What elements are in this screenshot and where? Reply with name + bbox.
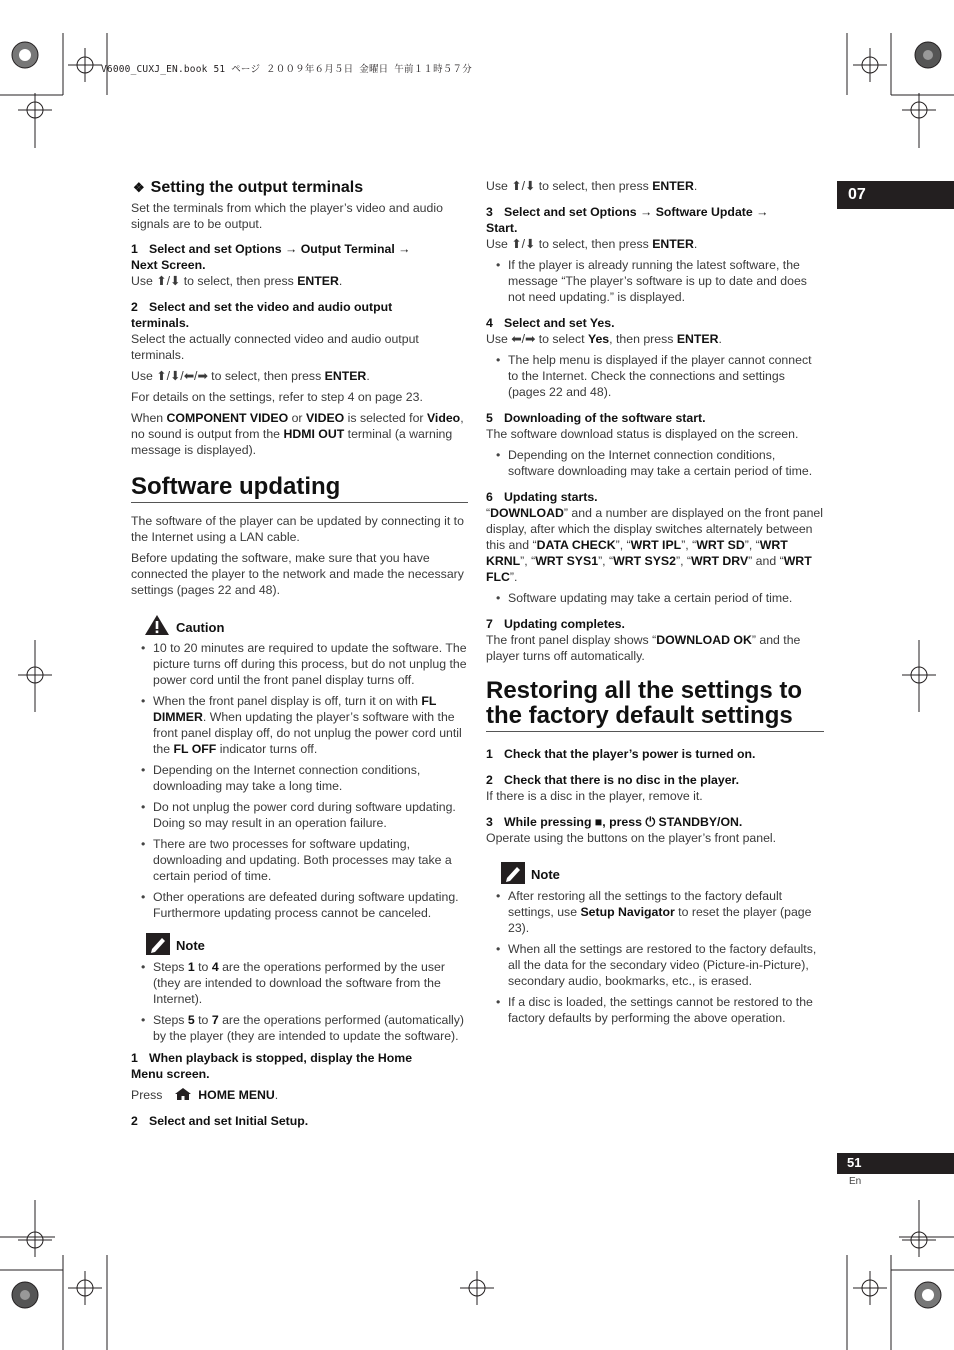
software-intro-2: Before updating the software, make sure that you have connected the player to the network and made the necessary settings (pages 22 and 48).	[131, 551, 464, 597]
step-7-text: The front panel display shows “DOWNLOAD OK” and the player turns off automatically.	[486, 633, 801, 663]
step-3-notes	[486, 257, 824, 305]
component-video-note: When COMPONENT VIDEO or VIDEO is selected for Video, no sound is output from the HDMI OUT terminal (a warning message is displayed).	[131, 411, 464, 457]
diamond-icon: ❖	[133, 180, 145, 195]
step-2-text: Select the actually connected video and audio output terminals.	[131, 332, 419, 362]
page-number: 51	[847, 1155, 862, 1170]
sw-step-2-heading: 2 Select and set Initial Setup.	[131, 1114, 309, 1128]
note-title: Note	[531, 867, 560, 882]
pencil-note-icon	[146, 933, 170, 955]
sw-step-1-text: Press HOME MENU.	[131, 1088, 279, 1102]
caution-title: Caution	[176, 620, 225, 635]
right-column	[486, 178, 824, 1031]
restore-step-3-text: Operate using the buttons on the player’s front panel.	[486, 831, 777, 845]
step-6-notes	[486, 590, 824, 606]
restore-step-3: 3 While pressing ■, press ⏻ STANDBY/ON.	[486, 815, 743, 829]
step-2-heading-cont: terminals.	[131, 316, 190, 330]
step-3-text: Use ⬆/⬇ to select, then press ENTER.	[486, 237, 698, 251]
step-2-use-cont: Use ⬆/⬇ to select, then press ENTER.	[486, 179, 698, 193]
restore-note-list	[486, 888, 824, 1026]
restore-heading: Restoring all the settings to the factory default settings	[486, 678, 824, 732]
output-intro: Set the terminals from which the player’s video and audio signals are to be output.	[131, 201, 443, 231]
note-header	[146, 933, 468, 959]
caution-item: • Other operations are defeated during software updating. Furthermore updating process cannot be canceled.	[131, 889, 468, 921]
step-6-text: “DOWNLOAD” and a number are displayed on the front panel display, after which the display switches alternately between this and “DATA CHECK”, “WRT IPL”, “WRT SD”, “WRT KRNL”, “WRT SYS1”, “WRT SYS2”, “WRT DRV” and “WRT FLC”.	[486, 506, 823, 584]
home-icon	[174, 1087, 192, 1101]
software-intro-1: The software of the player can be updated by connecting it to the Internet using a LAN cable.	[131, 514, 464, 544]
step-5-notes	[486, 447, 824, 479]
output-terminals-heading: ❖ Setting the output terminals	[133, 179, 364, 196]
caution-header	[144, 614, 468, 640]
step-4-bullet: • The help menu is displayed if the player cannot connect to the Internet. Check the connections and settings (pages 22 and 48).	[486, 352, 824, 400]
step-5-text: The software download status is displayed on the screen.	[486, 427, 799, 441]
step-4-heading: 4 Select and set Yes.	[486, 316, 615, 330]
step-3-bullet: • If the player is already running the latest software, the message “The player’s software is up to date and does not need updating.” is displayed.	[486, 257, 824, 305]
caution-item: • When the front panel display is off, turn it on with FL DIMMER. When updating the player’s software with the front panel display off, do not unplug the power cord until the FL OFF indicator turns off.	[131, 693, 468, 757]
step-4-notes	[486, 352, 824, 400]
note-list	[131, 959, 468, 1044]
step-6-heading: 6 Updating starts.	[486, 490, 598, 504]
pencil-note-icon	[501, 862, 525, 884]
caution-list	[131, 640, 468, 921]
step-1-text: Use ⬆/⬇ to select, then press ENTER.	[131, 274, 343, 288]
software-updating-heading: Software updating	[131, 474, 468, 503]
left-column	[131, 178, 468, 1129]
page-number-tab	[837, 1153, 954, 1174]
note-item: • Steps 1 to 4 are the operations performed by the user (they are intended to download the software from the Internet).	[131, 959, 468, 1007]
note-header	[501, 862, 824, 888]
caution-item: • 10 to 20 minutes are required to update the software. The picture turns off during this process, but do not unplug the power cord until the front panel display turns off.	[131, 640, 468, 688]
note-item: • When all the settings are restored to the factory defaults, all the data for the secondary video (Picture-in-Picture), secondary audio, bookmarks, etc., is erased.	[486, 941, 824, 989]
warning-triangle-icon	[144, 614, 170, 636]
step-5-bullet: • Depending on the Internet connection conditions, software downloading may take a certain period of time.	[486, 447, 824, 479]
note-title: Note	[176, 938, 205, 953]
step-3-heading-cont: Start.	[486, 221, 518, 235]
step-1-heading-cont: Next Screen.	[131, 258, 206, 272]
caution-item: • There are two processes for software updating, downloading and updating. Both processes may take a certain period of time.	[131, 836, 468, 884]
print-header: V6000_CUXJ_EN.book 51 ページ ２００９年６月５日 金曜日 午前１１時５７分	[101, 64, 472, 75]
step-5-heading: 5 Downloading of the software start.	[486, 411, 706, 425]
step-2-heading: 2 Select and set the video and audio output	[131, 300, 393, 314]
step-7-heading: 7 Updating completes.	[486, 617, 625, 631]
step-6-bullet: • Software updating may take a certain period of time.	[486, 590, 824, 606]
language-label: En	[849, 1176, 862, 1187]
caution-item: • Depending on the Internet connection conditions, downloading may take a long time.	[131, 762, 468, 794]
step-4-text: Use ⬅/➡ to select Yes, then press ENTER.	[486, 332, 722, 346]
step-2-use: Use ⬆/⬇/⬅/➡ to select, then press ENTER.	[131, 369, 370, 383]
chapter-tab	[837, 181, 954, 209]
step-3-heading: 3 Select and set Options → Software Update →	[486, 205, 769, 219]
note-item: • If a disc is loaded, the settings cannot be restored to the factory defaults by performing the above operation.	[486, 994, 824, 1026]
caution-item: • Do not unplug the power cord during software updating. Doing so may result in an operation failure.	[131, 799, 468, 831]
chapter-number: 07	[848, 186, 866, 203]
restore-step-2-text: If there is a disc in the player, remove it.	[486, 789, 703, 803]
note-item: • Steps 5 to 7 are the operations performed (automatically) by the player (they are intended to update the software).	[131, 1012, 468, 1044]
step-2-details: For details on the settings, refer to step 4 on page 23.	[131, 390, 423, 404]
sw-step-1-heading: 1 When playback is stopped, display the Home	[131, 1051, 413, 1065]
note-item: • After restoring all the settings to the factory default settings, use Setup Navigator to reset the player (page 23).	[486, 888, 824, 936]
step-1-heading: 1 Select and set Options → Output Terminal →	[131, 242, 411, 256]
restore-step-2: 2 Check that there is no disc in the player.	[486, 773, 740, 787]
sw-step-1-heading-cont: Menu screen.	[131, 1067, 210, 1081]
restore-step-1: 1 Check that the player’s power is turned on.	[486, 747, 756, 761]
